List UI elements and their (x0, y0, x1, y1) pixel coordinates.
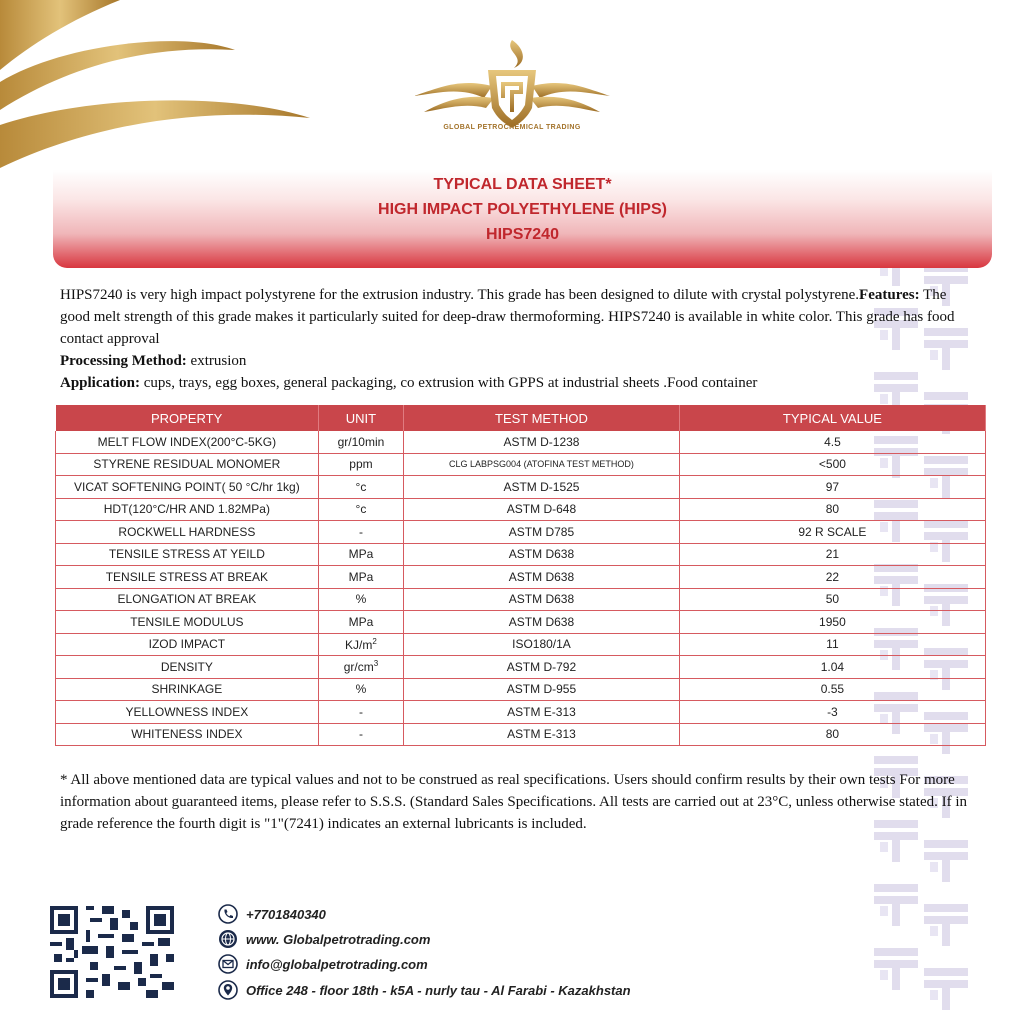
table-row (56, 498, 986, 521)
typical-value-cell: <500 (679, 453, 985, 476)
property-cell: TENSILE STRESS AT BREAK (56, 566, 319, 589)
unit-cell: % (318, 588, 403, 611)
footnote: * All above mentioned data are typical values and not to be construed as real specifications. Users should confirm results by their own tests For more information about guaranteed items, please refer to S.S.S. (Standard Sales Specifications. All tests are carried out at 23°C, unless otherwise stated. If in grade reference the fourth digit is "1"(7241) indicates an external lubricants is included. (60, 772, 968, 832)
table-row (56, 723, 986, 746)
property-cell: STYRENE RESIDUAL MONOMER (56, 453, 319, 476)
test-method-cell: ASTM D-955 (404, 678, 680, 701)
description-text: HIPS7240 is very high impact polystyrene for the extrusion industry. This grade has been designed to dilute with crystal polystyrene. (60, 287, 860, 303)
test-method-cell: ASTM E-313 (404, 701, 680, 724)
property-cell: TENSILE STRESS AT YEILD (56, 543, 319, 566)
table-row (56, 453, 986, 476)
table-header-row (56, 405, 986, 431)
test-method-cell: ASTM D-792 (404, 656, 680, 679)
typical-value-cell: 80 (679, 723, 985, 746)
table-row (56, 611, 986, 634)
unit-base: KJ/m (345, 637, 373, 652)
unit-cell: - (318, 723, 403, 746)
typical-value-cell: 1950 (679, 611, 985, 634)
typical-value-cell: 22 (679, 566, 985, 589)
test-method-cell: ASTM E-313 (404, 723, 680, 746)
property-cell: HDT(120°C/HR AND 1.82MPa) (56, 498, 319, 521)
phone-icon (218, 904, 238, 924)
typical-value-cell: 1.04 (679, 656, 985, 679)
table-row (56, 521, 986, 544)
unit-cell: ppm (318, 453, 403, 476)
unit-cell: MPa (318, 543, 403, 566)
features-text: The good melt strength of this grade makes it particularly suited for deep-draw thermoforming. HIPS7240 is available in white color. This grade has food contact approval (60, 287, 955, 347)
property-cell: MELT FLOW INDEX(200°C-5KG) (56, 431, 319, 453)
table-row (56, 543, 986, 566)
datasheet-title: TYPICAL DATA SHEET* (433, 176, 612, 193)
property-cell: TENSILE MODULUS (56, 611, 319, 634)
test-method-cell: ASTM D638 (404, 566, 680, 589)
typical-value-cell: 80 (679, 498, 985, 521)
test-method-cell: ISO180/1A (404, 633, 680, 656)
property-cell: WHITENESS INDEX (56, 723, 319, 746)
properties-table (55, 405, 986, 746)
header-test-method: TEST METHOD (404, 405, 680, 431)
test-method-cell: ASTM D-648 (404, 498, 680, 521)
typical-value-cell: -3 (679, 701, 985, 724)
table-row (56, 566, 986, 589)
product-name: HIGH IMPACT POLYETHYLENE (HIPS) (378, 201, 667, 218)
test-method-cell: ASTM D785 (404, 521, 680, 544)
unit-cell: % (318, 678, 403, 701)
table-row (56, 476, 986, 499)
contact-website[interactable] (218, 929, 430, 949)
table-row (56, 588, 986, 611)
unit-cell: °c (318, 498, 403, 521)
grade-code: HIPS7240 (486, 226, 559, 243)
unit-cell: - (318, 521, 403, 544)
header-property: PROPERTY (56, 405, 319, 431)
typical-value-cell: 92 R SCALE (679, 521, 985, 544)
property-cell: VICAT SOFTENING POINT( 50 °C/hr 1kg) (56, 476, 319, 499)
company-logo (414, 38, 610, 134)
typical-value-cell: 21 (679, 543, 985, 566)
typical-value-cell: 97 (679, 476, 985, 499)
test-method-cell: ASTM D-1238 (404, 431, 680, 453)
unit-cell: °c (318, 476, 403, 499)
test-method-cell: ASTM D638 (404, 588, 680, 611)
brand-name: GLOBAL PETROCHEMICAL TRADING (443, 124, 581, 131)
table-row (56, 678, 986, 701)
typical-value-cell: 4.5 (679, 431, 985, 453)
typical-value-cell: 50 (679, 588, 985, 611)
website-url: www. Globalpetrotrading.com (246, 931, 431, 947)
features-label: Features: (859, 287, 920, 303)
property-cell: YELLOWNESS INDEX (56, 701, 319, 724)
unit-base: gr/cm (343, 660, 374, 675)
contact-email[interactable] (218, 954, 428, 974)
header-typical-value: TYPICAL VALUE (679, 405, 985, 431)
test-method-cell: ASTM D638 (404, 611, 680, 634)
test-method-cell: CLG LABPSG004 (ATOFINA TEST METHOD) (404, 453, 680, 476)
application-label: Application: (60, 375, 141, 391)
unit-cell: - (318, 701, 403, 724)
unit-exponent: 2 (372, 636, 377, 646)
contact-address (218, 980, 631, 1000)
globe-icon (218, 929, 238, 949)
test-method-cell: ASTM D638 (404, 543, 680, 566)
gold-swoosh-decoration (0, 0, 330, 175)
unit-exponent: 3 (373, 659, 379, 669)
header-unit: UNIT (318, 405, 403, 431)
mail-icon (218, 954, 238, 974)
table-row (56, 656, 986, 679)
unit-cell (318, 633, 403, 656)
property-cell: ELONGATION AT BREAK (56, 588, 319, 611)
product-description (60, 284, 970, 394)
typical-value-cell: 11 (679, 633, 985, 656)
unit-cell: MPa (318, 611, 403, 634)
processing-label: Processing Method: (60, 353, 187, 369)
phone-number: +7701840340 (246, 906, 326, 922)
contact-phone[interactable] (218, 904, 326, 924)
unit-cell: MPa (318, 566, 403, 589)
qr-code (50, 906, 174, 998)
table-body (56, 431, 986, 746)
property-cell: SHRINKAGE (56, 678, 319, 701)
property-cell: ROCKWELL HARDNESS (56, 521, 319, 544)
processing-text: extrusion (186, 353, 247, 369)
property-cell: DENSITY (56, 656, 319, 679)
location-pin-icon (218, 980, 238, 1000)
table-row (56, 431, 986, 453)
application-text: cups, trays, egg boxes, general packaging, co extrusion with GPPS at industrial sheets .Food container (140, 375, 758, 391)
email-address: info@globalpetrotrading.com (246, 956, 428, 972)
property-cell: IZOD IMPACT (56, 633, 319, 656)
test-method-cell: ASTM D-1525 (404, 476, 680, 499)
unit-cell: gr/10min (318, 431, 403, 453)
typical-value-cell: 0.55 (679, 678, 985, 701)
table-row (56, 633, 986, 656)
unit-cell (318, 656, 403, 679)
office-address: Office 248 - floor 18th - k5A - nurly tau - Al Farabi - Kazakhstan (246, 982, 631, 998)
table-row (56, 701, 986, 724)
